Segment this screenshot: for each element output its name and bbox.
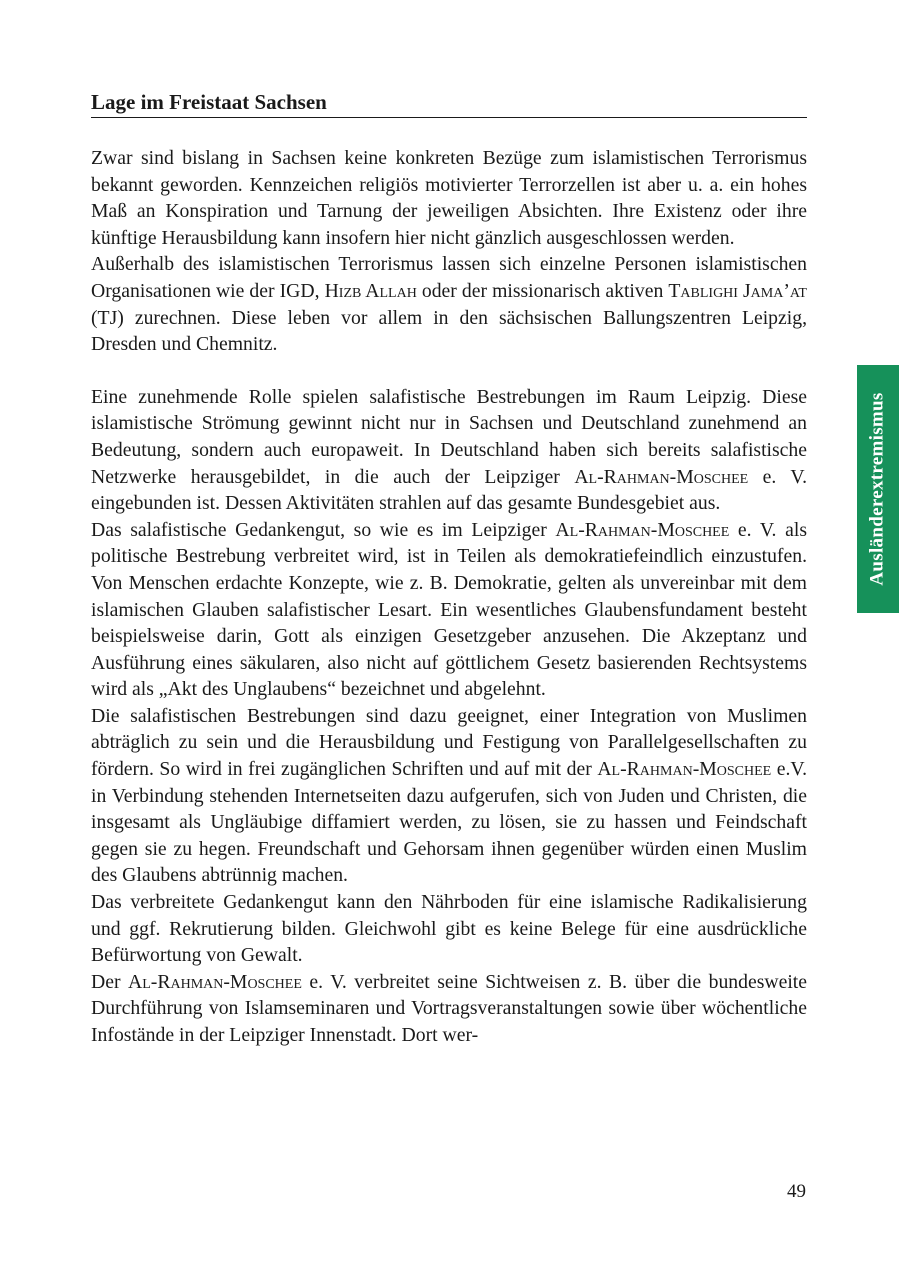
- text-block-2: [91, 384, 807, 1049]
- chapter-tab: [857, 365, 899, 613]
- page-number: 49: [787, 1181, 806, 1202]
- organization-name-al-rahman-moschee: Al-Rahman-Moschee: [574, 465, 749, 488]
- paragraph-2-text-c: (TJ) zurechnen. Diese leben vor allem in den sächsischen Ballungszentren Leipzig, Dresden und Chemnitz.: [91, 306, 807, 356]
- paragraph-4: [91, 517, 807, 703]
- paragraph-7-text-b: e. V. verbreitet seine Sichtweisen z. B. über die bundesweite Durchführung von Islamseminaren und Vortragsveranstaltungen sowie über wöchentliche Infostände in der Leipziger Innenstadt. Dort wer-: [91, 970, 808, 1046]
- paragraph-3: [91, 384, 807, 517]
- paragraph-2: [91, 251, 807, 357]
- paragraph-7-text-a: Der: [91, 970, 129, 993]
- paragraph-1: Zwar sind bislang in Sachsen keine konkreten Bezüge zum islamistischen Terrorismus bekannt geworden. Kennzeichen religiös motivierter Terrorzellen ist aber u. a. ein hohes Maß an Konspiration und Tarnung der jeweiligen Absichten. Ihre Existenz oder ihre künftige Herausbildung kann insofern hier nicht gänzlich ausgeschlossen werden.: [91, 147, 807, 249]
- paragraph-2-text-b: oder der missionarisch aktiven: [416, 279, 669, 302]
- paragraph-4-text-a: Das salafistische Gedankengut, so wie es im Leipziger: [91, 518, 556, 541]
- paragraph-5-text-a: Die salafistischen Bestrebungen sind dazu geeignet, einer Integration von Muslimen abträglich zu sein und die Herausbildung und Festigung von Parallelgesellschaften zu fördern. So wird in frei zugänglichen Schriften und auf mit der: [91, 704, 807, 781]
- organization-name-al-rahman-moschee: Al-Rahman-Moschee: [597, 758, 772, 781]
- paragraph-3-text-b: e. V. eingebunden ist. Dessen Aktivitäten strahlen auf das gesamte Bundesgebiet aus.: [91, 465, 807, 515]
- organization-name-al-rahman-moschee: Al-Rahman-Moschee: [555, 518, 730, 541]
- page-content: [91, 88, 807, 1049]
- text-block-1: [91, 145, 807, 358]
- paragraph-7: [91, 969, 807, 1049]
- paragraph-2-text-a: Außerhalb des islamistischen Terrorismus lassen sich einzelne Personen islamistischen Organisationen wie der IGD,: [91, 253, 807, 302]
- paragraph-4-text-b: e. V. als politische Bestrebung verbreitet wird, ist in Teilen als demokratiefeindlich einzustufen. Von Menschen erdachte Konzepte, wie z. B. Demokratie, gelten als unvereinbar mit dem islamischen Glauben salafistischer Lesart. Ein wesentliches Glaubensfundament besteht beispielsweise darin, Gott als einzigen Gesetzgeber anzusehen. Die Akzeptanz und Ausführung eines säkularen, also nicht auf göttlichem Gesetz basierenden Rechtsystems wird als „Akt des Unglaubens“ bezeichnet und abgelehnt.: [91, 518, 807, 701]
- paragraph-5: [91, 703, 807, 889]
- paragraph-3-text-a: Eine zunehmende Rolle spielen salafistische Bestrebungen im Raum Leipzig. Diese islamistische Strömung gewinnt nicht nur in Sachsen und Deutschland zunehmend an Bedeutung, sondern auch europaweit. In Deutschland haben sich bereits salafistische Netzwerke herausgebildet, in die auch der Leipziger: [91, 385, 807, 488]
- organization-name-al-rahman-moschee: Al-Rahman-Moschee: [128, 970, 302, 993]
- organization-name-hizb-allah: Hizb Allah: [324, 279, 417, 302]
- organization-name-tablighi-jamaat: Tablighi Jama’at: [668, 279, 807, 302]
- section-title: Lage im Freistaat Sachsen: [91, 88, 807, 118]
- chapter-tab-label: Ausländerextremismus: [867, 392, 889, 586]
- paragraph-5-text-b: e.V. in Verbindung stehenden Internetseiten dazu aufgerufen, sich von Juden und Christen, die insgesamt als Ungläubige diffamiert werden, zu lösen, sie zu hassen und Feindschaft gegen sie zu hegen. Freundschaft und Gehorsam ihnen gegenüber würden einen Muslim des Glaubens abtrünnig machen.: [91, 758, 807, 887]
- paragraph-6: Das verbreitete Gedankengut kann den Nährboden für eine islamische Radikalisierung und ggf. Rekrutierung bilden. Gleichwohl gibt es keine Belege für eine ausdrückliche Befürwortung von Gewalt.: [91, 891, 807, 967]
